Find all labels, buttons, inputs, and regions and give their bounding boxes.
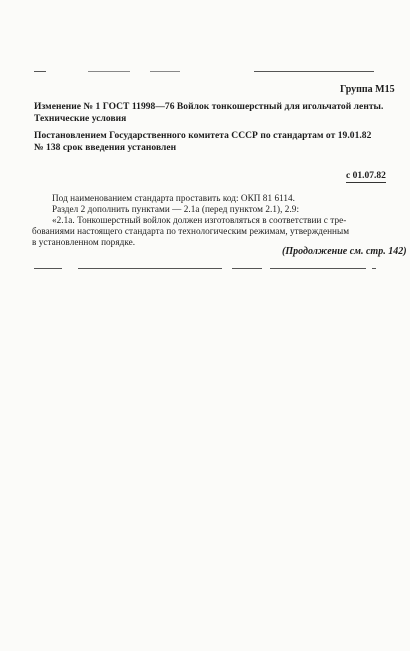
top-rule-left-1: [34, 71, 46, 72]
amendment-title-line2: Технические условия: [34, 114, 127, 124]
amendment-title-line1: Изменение № 1 ГОСТ 11998—76 Войлок тонкошерстный для игольчатой ленты.: [34, 102, 384, 112]
top-rule-left-3: [150, 71, 180, 72]
top-rule-left-2: [88, 71, 130, 72]
bottom-rule-2: [78, 268, 222, 269]
group-label: Группа М15: [340, 84, 395, 95]
bottom-rule-1: [34, 268, 62, 269]
top-rule-right: [254, 71, 374, 72]
continuation-note: (Продолжение см. стр. 142): [282, 246, 407, 257]
bottom-rule-5: [372, 268, 376, 269]
decree-line1: Постановлением Государственного комитета СССР по стандартам от 19.01.82: [34, 131, 372, 141]
bottom-rule-3: [232, 268, 262, 269]
paragraph-section-2: Раздел 2 дополнить пунктами — 2.1а (перед пунктом 2.1), 2.9:: [52, 204, 300, 214]
paragraph-2-1a-line3: в установленном порядке.: [32, 237, 136, 247]
decree-line2: № 138 срок введения установлен: [34, 143, 177, 153]
bottom-rule-4: [270, 268, 366, 269]
paragraph-okp-code: Под наименованием стандарта проставить код: ОКП 81 6114.: [52, 193, 296, 203]
paragraph-2-1a-line1: «2.1а. Тонкошерстный войлок должен изготовляться в соответствии с тре-: [52, 215, 347, 225]
effective-date: с 01.07.82: [346, 171, 386, 181]
paragraph-2-1a-line2: бованиями настоящего стандарта по технологическим режимам, утвержденным: [32, 226, 350, 236]
